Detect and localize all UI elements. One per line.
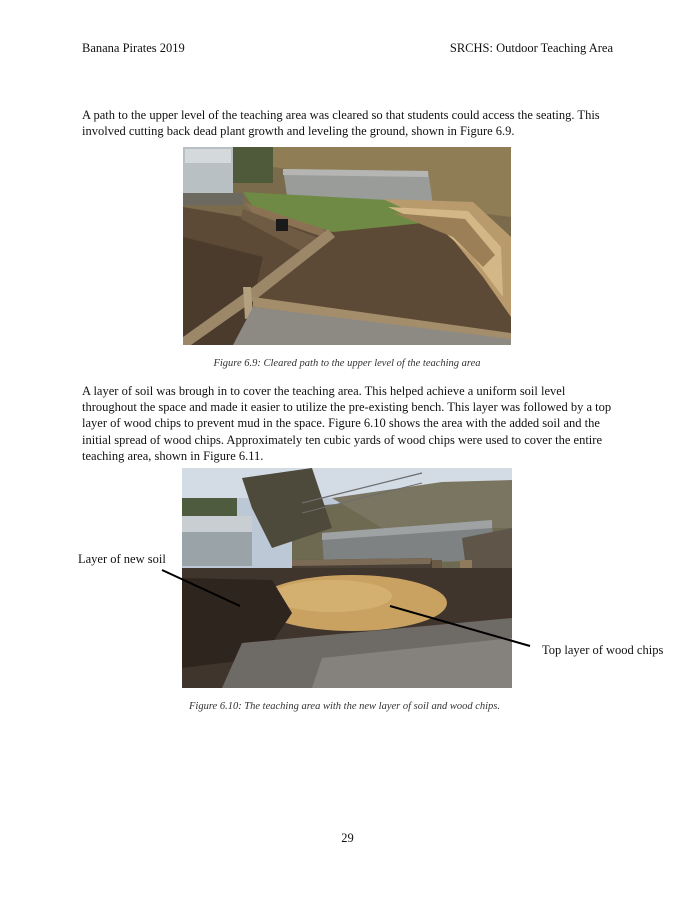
chips-pointer-line <box>390 606 530 646</box>
page-number: 29 <box>341 831 354 845</box>
figure-6-9-caption: Figure 6.9: Cleared path to the upper level of the teaching area <box>213 358 481 369</box>
header-left: Banana Pirates 2019 <box>82 41 185 55</box>
annotation-soil-label: Layer of new soil <box>78 552 166 566</box>
header-right: SRCHS: Outdoor Teaching Area <box>449 41 613 55</box>
figure-6-10-caption: Figure 6.10: The teaching area with the new layer of soil and wood chips. <box>189 701 500 712</box>
soil-pointer-line <box>162 570 240 606</box>
paragraph-path: A path to the upper level of the teaching area was cleared so that students could access the seating. This involved cutting back dead plant growth and leveling the ground, shown in Figure 6.9. <box>82 108 600 139</box>
annotation-chips-label: Top layer of wood chips <box>542 643 664 657</box>
paragraph-soil: A layer of soil was brough in to cover the teaching area. This helped achieve a uniform soil level throughout the space and made it easier to utilize the pre-existing bench. This layer was followed by a top layer of wood chips to prevent mud in the space. Figure 6.10 shows the area with the added soil and the initial spread of wood chips. Approximately ten cubic yards of wood chips were used to cover the entire teaching area, shown in Figure 6.11. <box>82 384 612 463</box>
